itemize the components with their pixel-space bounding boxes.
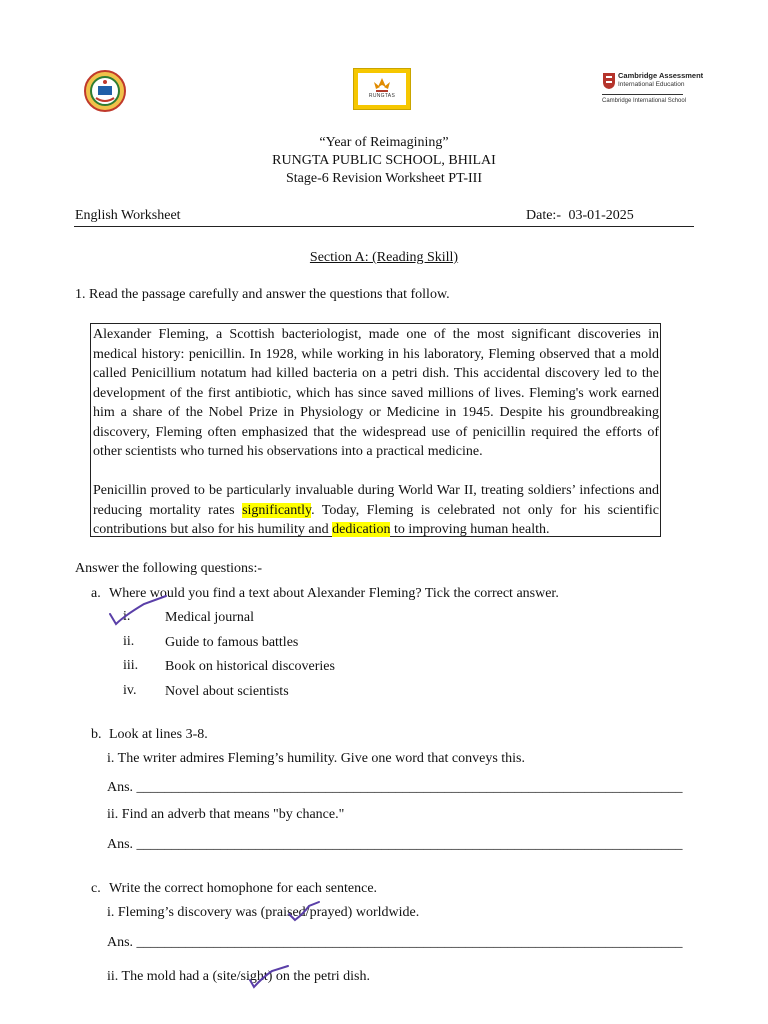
question-c-sub1: i. Fleming’s discovery was (praised/prayed) worldwide. [107,905,420,920]
highlight-significantly: significantly [242,502,312,518]
cambridge-shield-icon [602,72,616,90]
rungtas-logo-text: RUNGTAS [368,93,396,99]
question-a-text: Where would you find a text about Alexander Fleming? Tick the correct answer. [109,586,559,601]
question-c-sub2: ii. The mold had a (site/sight) on the petri dish. [107,969,370,984]
option-a-ii-num: ii. [123,634,135,649]
cambridge-logo-line3: Cambridge International School [602,98,687,104]
rungtas-logo [353,68,411,110]
question-c-label: c. [91,881,101,896]
header-motto: “Year of Reimagining” [319,135,449,150]
question-b-label: b. [91,727,102,742]
option-a-i-num: i. [123,609,131,624]
option-a-iii-num: iii. [123,658,139,673]
highlight-dedication: dedication [332,522,391,537]
option-a-iii-text: Book on historical discoveries [165,659,335,674]
worksheet-title: Stage-6 Revision Worksheet PT-III [285,171,482,186]
cambridge-logo-line2: International Education [618,81,685,88]
cambridge-divider [602,94,683,95]
question-a-label: a. [91,586,101,601]
handwritten-tick-praised [285,900,325,924]
question-b-text: Look at lines 3-8. [109,727,208,742]
date-row [526,208,634,224]
date-value: 03-01-2025 [568,208,634,223]
instruction: 1. Read the passage carefully and answer the questions that follow. [75,287,450,302]
answer-line-b2[interactable]: Ans. ______________________________________________________________________________ [107,837,683,852]
handwritten-tick-sight [246,964,292,990]
subject-label: English Worksheet [75,208,181,223]
question-c-text: Write the correct homophone for each sentence. [109,881,378,896]
handwritten-tick-mark [104,592,170,632]
cambridge-logo-line1: Cambridge Assessment [618,71,704,80]
option-a-iv-num: iv. [123,683,137,698]
answer-line-c1[interactable]: Ans. ______________________________________________________________________________ [107,935,683,950]
questions-intro: Answer the following questions:- [75,561,263,576]
cambridge-logo [601,71,704,111]
reading-passage [90,323,661,537]
question-b-sub2: ii. Find an adverb that means "by chance." [107,807,345,822]
header-divider [74,226,694,227]
date-label: Date:- [526,208,561,223]
school-emblem-logo [84,70,126,112]
option-a-ii-text: Guide to famous battles [165,635,299,650]
school-name: RUNGTA PUBLIC SCHOOL, BHILAI [272,153,496,168]
passage-paragraph-2: Penicillin proved to be particularly invaluable during World War II, treating soldiers’ infections and reducing mortality rates significantly. Today, Fleming is celebrated not only for his scientific contributions but also for his humility and dedication to improving human health. [93,483,659,537]
answer-line-b1[interactable]: Ans. ______________________________________________________________________________ [107,780,683,795]
section-title: Section A: (Reading Skill) [309,250,459,265]
option-a-i-text: Medical journal [165,610,255,625]
passage-paragraph-1: Alexander Fleming, a Scottish bacteriologist, made one of the most significant discoveries in medical history: penicillin. In 1928, while working in his laboratory, Fleming observed that a mold called Penicillium notatum had killed bacteria on a petri dish. This accidental discovery led to the development of the first antibiotic, which has since saved millions of lives. Fleming's work earned him a share of the Nobel Prize in Physiology or Medicine in 1945. Despite his groundbreaking discovery, Fleming often emphasized that the widespread use of penicillin required the efforts of other scientists who turned his observations into a practical medicine. [93,327,659,459]
option-a-iv-text: Novel about scientists [165,684,289,699]
question-b-sub1: i. The writer admires Fleming’s humility. Give one word that conveys this. [107,751,525,766]
